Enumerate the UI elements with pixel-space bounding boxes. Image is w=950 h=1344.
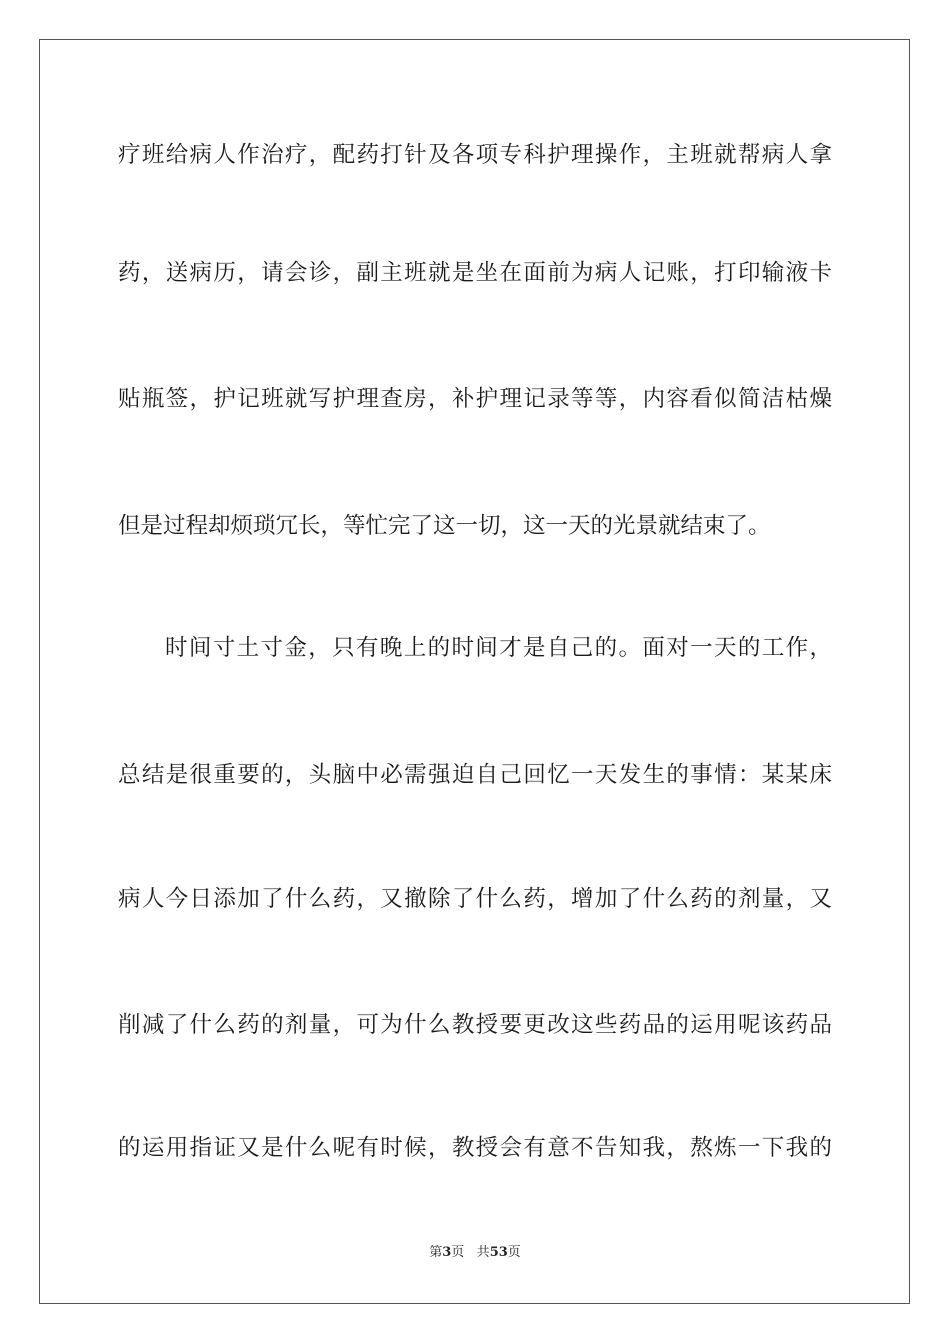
footer-page-suffix: 页 bbox=[451, 1245, 465, 1260]
footer-total-suffix: 页 bbox=[507, 1245, 521, 1260]
text-line-9: 的运用指证又是什么呢有时候，教授会有意不告知我，熬炼一下我的 bbox=[118, 1135, 832, 1161]
footer-prefix: 第 bbox=[429, 1245, 443, 1260]
text-line-1: 疗班给病人作治疗，配药打针及各项专科护理操作，主班就帮病人拿 bbox=[118, 142, 832, 168]
footer-total-pages: 53 bbox=[489, 1245, 508, 1260]
page-border bbox=[39, 39, 910, 1304]
text-line-2: 药，送病历，请会诊，副主班就是坐在面前为病人记账，打印输液卡 bbox=[118, 260, 832, 286]
text-line-4: 但是过程却烦琐冗长，等忙完了这一切，这一天的光景就结束了。 bbox=[118, 513, 771, 539]
footer-total-prefix: 共 bbox=[476, 1245, 490, 1260]
footer-page-number: 3 bbox=[442, 1245, 452, 1260]
text-line-6: 总结是很重要的，头脑中必需强迫自己回忆一天发生的事情：某某床 bbox=[118, 762, 832, 788]
text-line-5: 时间寸土寸金，只有晚上的时间才是自己的。面对一天的工作， bbox=[165, 635, 832, 661]
text-line-8: 削减了什么药的剂量，可为什么教授要更改这些药品的运用呢该药品 bbox=[118, 1012, 832, 1038]
text-line-7: 病人今日添加了什么药，又撤除了什么药，增加了什么药的剂量，又 bbox=[118, 886, 832, 912]
page-footer bbox=[0, 1243, 950, 1263]
text-line-3: 贴瓶签，护记班就写护理查房，补护理记录等等，内容看似简洁枯燥 bbox=[118, 386, 832, 412]
